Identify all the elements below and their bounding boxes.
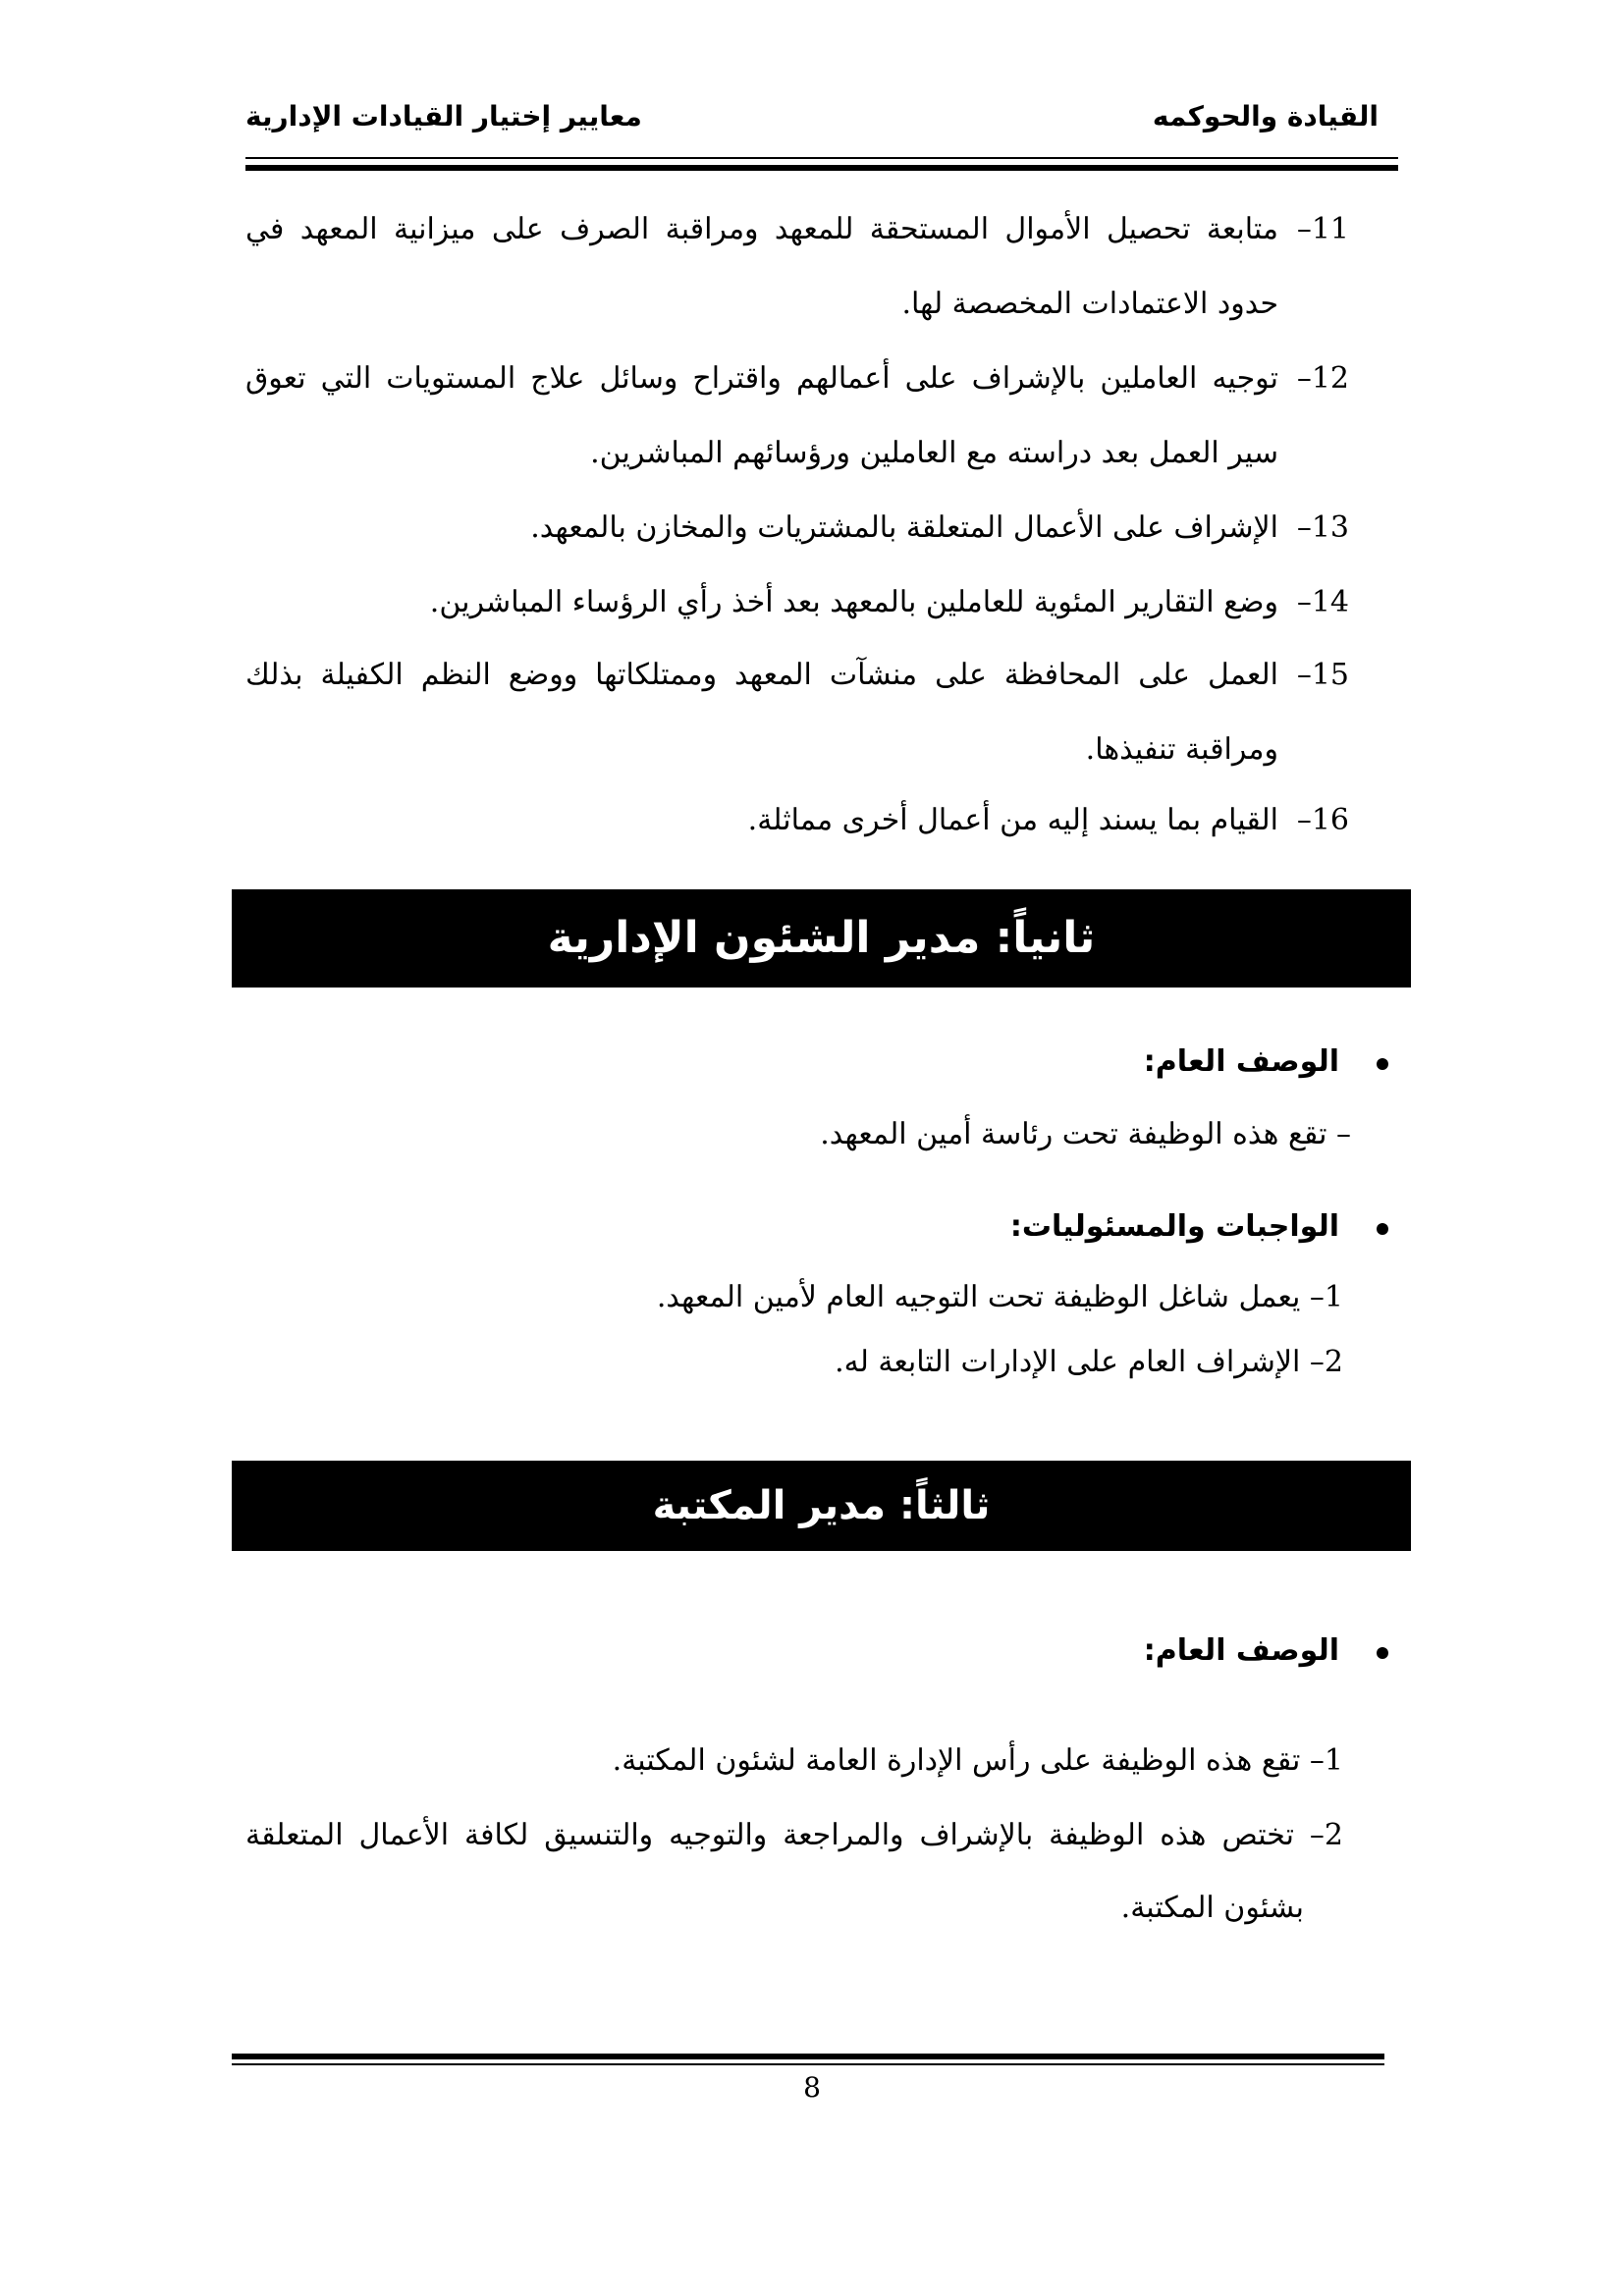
list-item-number: 11–: [1296, 212, 1349, 246]
header-chapter-title: معايير إختيار القيادات الإدارية: [245, 100, 642, 133]
list-item-text: القيام بما يسند إليه من أعمال أخرى مماثلة.: [747, 803, 1278, 837]
section-heading: الوصف العام:: [1143, 1633, 1339, 1668]
bullet-icon: [1377, 1058, 1388, 1070]
list-item-number: 13–: [1296, 510, 1349, 545]
footer-rule-thin: [232, 2063, 1384, 2065]
description-item: 1– تقع هذه الوظيفة على رأس الإدارة العامة لشئون المكتبة.: [612, 1743, 1343, 1778]
list-item-text: توجيه العاملين بالإشراف على أعمالهم واقتراح وسائل علاج المستويات التي تعوق: [245, 361, 1278, 396]
section-banner-library: ثالثاً: مدير المكتبة: [232, 1461, 1411, 1551]
duty-item: 2– الإشراف العام على الإدارات التابعة له.: [835, 1345, 1343, 1379]
list-item-number: 15–: [1296, 658, 1349, 692]
description-item-continued: بشئون المكتبة.: [1120, 1891, 1304, 1925]
list-item-text-continued: ومراقبة تنفيذها.: [1085, 732, 1278, 767]
duty-item: 1– يعمل شاغل الوظيفة تحت التوجيه العام لأمين المعهد.: [656, 1280, 1343, 1314]
page-number: 8: [803, 2071, 821, 2104]
header-rule-thick: [245, 165, 1398, 171]
header-book-title: القيادة والحوكمه: [1152, 100, 1379, 133]
list-item-text: متابعة تحصيل الأموال المستحقة للمعهد ومراقبة الصرف على ميزانية المعهد في: [245, 212, 1278, 246]
section-heading: الواجبات والمسئوليات:: [1009, 1209, 1339, 1244]
list-item-number: 14–: [1296, 585, 1349, 619]
page-header: [245, 100, 1379, 139]
description-line: – تقع هذه الوظيفة تحت رئاسة أمين المعهد.: [820, 1117, 1351, 1151]
header-rule-thin: [245, 157, 1398, 159]
list-item-text-continued: حدود الاعتمادات المخصصة لها.: [901, 287, 1278, 321]
list-item-number: 16–: [1296, 803, 1349, 837]
footer-rule-thick: [232, 2054, 1384, 2059]
list-item-text: الإشراف على الأعمال المتعلقة بالمشتريات والمخازن بالمعهد.: [530, 510, 1278, 545]
list-item-text-continued: سير العمل بعد دراسته مع العاملين ورؤسائهم المباشرين.: [590, 436, 1278, 470]
section-banner-admin-affairs: ثانياً: مدير الشئون الإدارية: [232, 889, 1411, 988]
bullet-icon: [1377, 1647, 1388, 1659]
list-item-number: 12–: [1296, 361, 1349, 396]
section-heading: الوصف العام:: [1143, 1044, 1339, 1079]
list-item-text: العمل على المحافظة على منشآت المعهد وممتلكاتها ووضع النظم الكفيلة بذلك: [245, 658, 1278, 692]
bullet-icon: [1377, 1223, 1388, 1235]
description-item: 2– تختص هذه الوظيفة بالإشراف والمراجعة والتوجيه والتنسيق لكافة الأعمال المتعلقة: [245, 1818, 1343, 1852]
list-item-text: وضع التقارير المئوية للعاملين بالمعهد بعد أخذ رأي الرؤساء المباشرين.: [429, 585, 1278, 619]
